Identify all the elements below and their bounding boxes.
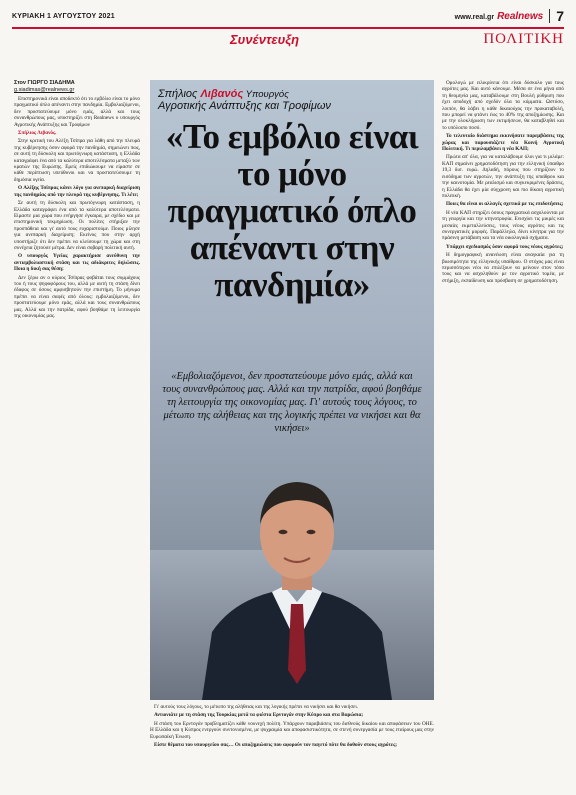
pull-quote: «Εμβολιαζόμενοι, δεν προστατεύουμε μόνο εμάς, αλλά και τους συνανθρώπους μας. Αλλά και την πατρίδα, αφού βοηθάμε τη λειτουργία της οικονομίας μας. Γι' αυτούς τους λόγους, το μέτωπο της αλήθειας και της λογικής πρέπει να νικήσει και θα νικήσει» xyxy=(162,371,422,434)
left-column xyxy=(14,96,140,786)
interviewee-name: Σπήλιος Λιβανός. xyxy=(18,130,57,137)
byline xyxy=(14,80,75,94)
portrait-photo xyxy=(192,462,402,700)
page-number: 7 xyxy=(556,8,564,24)
section-name: ΠΟΛΙΤΙΚΗ xyxy=(483,30,564,47)
speaker-ministry: Αγροτικής Ανάπτυξης και Τροφίμων xyxy=(158,100,331,112)
interview-question: Ο Αλέξης Τσίπρας κάνει λόγο για ανεπαρκή διαχείριση της πανδημίας από την πλευρά της κυβέρνησης. Τι λέτε; xyxy=(14,185,140,198)
interview-question: Ο υπουργός Υγείας χαρακτήρισε ανεύθυνη την αντιεμβολιαστική στάση και τις αδιάκριτες δηλώσεις. Ποια η δική σας θέση; xyxy=(14,253,140,273)
article-paragraph: Η νέα ΚΑΠ στηρίζει όσους πραγματικά ασχολούνται με τη γεωργία και την κτηνοτροφία. Ενισχύει τις μικρές και μεσαίες εκμεταλλεύσεις, τους νέους αγρότες και τις συνεργατικές μορφές. Παράλληλα, δίνει κίνητρα για την πράσινη μετάβαση και τα νέα οικολογικά σχήματα. xyxy=(442,209,564,242)
below-photo-text xyxy=(150,704,434,788)
speaker-role: Υπουργός xyxy=(243,89,289,100)
article-paragraph: Στην κριτική του Αλέξη Τσίπρα για λάθη από την πλευρά της κυβέρνησης όσον αφορά την πανδημία, σημειώνει πως, σε αυτή τη δύσκολη και πρωτόγνωρη κατάσταση, η Ελλάδα καταγράφει ένα από τα καλύτερα αποτελέσματα μεταξύ των κρατών της Ευρώπης. Εμείς επιδιώκουμε να είμαστε σε κάθε περίπτωση υπεύθυνοι και να προστατεύσουμε τη δημόσια υγεία. xyxy=(14,138,140,183)
byline-email: g.siadimas@realnews.gr xyxy=(14,87,75,93)
interview-question: Ποιες θα είναι οι αλλαγές σχετικά με τις επιδοτήσεις; xyxy=(446,201,564,208)
interview-question: Είστε θέματα του υπουργείου σας… Οι αποζημιώσεις που αφορούν τον παγετό πότε θα δοθούν στους αγρότες; xyxy=(154,742,398,749)
brand xyxy=(455,11,544,22)
intro-paragraph: Επιστημονικά είναι αποδεκτό ότι το εμβόλιο είναι το μόνο πραγματικό όπλο απέναντι στην πανδημία. Εμβολιαζόμενοι, δεν προστατεύουμε μόνο εμάς, αλλά και τους συνανθρώπους μας, υποστηρίζει στη Realnews ο υπουργός Αγροτικής Ανάπτυξης και Τροφίμων xyxy=(14,96,140,128)
issue-date: ΚΥΡΙΑΚΗ 1 ΑΥΓΟΥΣΤΟΥ 2021 xyxy=(12,12,115,20)
article-paragraph: Σε αυτή τη δύσκολη και πρωτόγνωρη κατάσταση, η Ελλάδα καταγράφει ένα από τα καλύτερα αποτελέσματα. Είμαστε μια χώρα που ενήργησε έγκαιρα, με σχέδιο και με επιστημονική τεκμηρίωση. Οι πολίτες στήριξαν την προσπάθεια και γι' αυτό τους ευχαριστούμε. Ποιος μίλησε για ανεπαρκή διαχείριση; Εκείνος που στην αρχή υποστήριζε ότι δεν πρέπει να κλείσουμε τη χώρα και στη συνέχεια ζητούσε μέτρα. Δεν είναι σοβαρή πολιτική αυτή. xyxy=(14,200,140,251)
masthead xyxy=(12,6,564,26)
section-bar xyxy=(12,27,564,49)
article-paragraph: Δεν ξέρω αν ο κύριος Τσίπρας φοβάται τους συμμάχους του ή τους ψηφοφόρους του, αλλά με αυτή τη στάση δίνει έδαφος σε όσους αμφισβητούν την επιστήμη. Το μήνυμα πρέπει να είναι σαφές από όλους: εμβολιαζόμενοι, δεν προστατεύουμε μόνο εμάς, αλλά και τους συνανθρώπους μας. Αλλά και την πατρίδα, αφού βοηθάμε τη λειτουργία της οικονομίας μας. xyxy=(14,274,140,319)
newspaper-logo: Realnews xyxy=(497,10,544,22)
interview-question: Υπάρχει σχεδιασμός όσον αφορά τους νέους αγρότες; xyxy=(446,243,564,250)
section-label: Συνέντευξη xyxy=(230,31,300,47)
speaker-first-name: Σπήλιος xyxy=(158,88,201,100)
byline-author: Στον ΓΙΩΡΓΟ ΣΙΑΔΗΜΑ xyxy=(14,80,75,86)
right-column xyxy=(442,80,564,788)
necktie xyxy=(288,604,306,684)
interview-question: Το τελευταίο διάστημα εκκινήσατε παρεμβάσεις της χώρας και παρουσιάζετε νέα Κοινή Αγροτική Πολιτική. Τι περιλαμβάνει η νέα ΚΑΠ; xyxy=(442,133,564,153)
headline: «Το εμβόλιο είναι το μόνο πραγματικό όπλο απέναντι στην πανδημία» xyxy=(165,117,419,304)
speaker-line xyxy=(158,88,426,100)
site-url: www.real.gr xyxy=(454,13,495,21)
left-eye xyxy=(279,530,288,534)
article-paragraph: Ομολογώ με ειλικρίνεια ότι είναι δύσκολο για τους αγρότες μας. Και αυτό κάνουμε. Μέσα σε ένα μήνα από τη θεομηνία μας, καταβάλουμε στη Βουλή ρύθμιση που έχει αποδοχή από σχεδόν όλα τα κόμματα. Ωστόσο, λοιπόν, θα λάβει η κάθε δικαιούχος την προκαταβολή, που μπορεί να φτάνει έως το 40% της αποζημίωσης. Και με την ολοκλήρωση των εκτιμήσεων, θα καταβληθεί και το υπόλοιπο ποσό. xyxy=(442,80,564,131)
interview-question: Αντιονιάτε με τη στάση της Τουρκίας μετά τα φιέστα Ερντογάν στην Κύπρο και στα Βαρώσια; xyxy=(154,712,364,719)
article-paragraph: Η δημογραφική ανανέωση είναι αναγκαία για τη βιωσιμότητα της ελληνικής υπαίθρου. Ο στόχος μας είναι περισσότεροι νέοι να επιλέξουν να μείνουν στον τόπο τους και να ασχοληθούν με τον αγροτικό τομέα, με στήριξη, εκπαίδευση και πρόσβαση σε χρηματοδότηση. xyxy=(442,252,564,284)
masthead-divider xyxy=(549,9,550,23)
article-paragraph: Γι' αυτούς τους λόγους, το μέτωπο της αλήθειας και της λογικής πρέπει να νικήσει και θα νικήσει. xyxy=(154,704,359,710)
article-paragraph: Πρώτα απ' όλα, για να καταλάβουμε όλοι για τι μιλάμε: ΚΑΠ σημαίνει χρηματοδότηση για την ελληνική ύπαιθρο 19,3 δισ. ευρώ. Δηλαδή, πόρους που στηρίζουν το εισόδημα των αγροτών, την ανάπτυξη της υπαίθρου και την καινοτομία. Με ρεαλισμό και συγκεκριμένες δράσεις, η Ελλάδα θα έχει μία σύγχρονη και πιο δίκαιη αγροτική πολιτική. xyxy=(442,154,564,199)
right-eye xyxy=(307,530,316,534)
hero-photo-block xyxy=(150,80,434,700)
below-photo-column xyxy=(150,704,434,750)
article-paragraph: Η στάση του Ερντογάν προβληματίζει κάθε νουνεχή πολίτη. Υπάρχουν παραβιάσεις του διεθνούς δικαίου και αποφάσεων του ΟΗΕ. Η Ελλάδα και η Κύπρος ενεργούν συντονισμένα, με ψυχραιμία και αποφασιστικότητα, σε στενή συνεργασία με τους εταίρους μας στην Ευρωπαϊκή Ένωση. xyxy=(150,720,434,740)
speaker-surname: Λιβανός xyxy=(200,88,244,100)
speaker-band xyxy=(158,88,426,303)
